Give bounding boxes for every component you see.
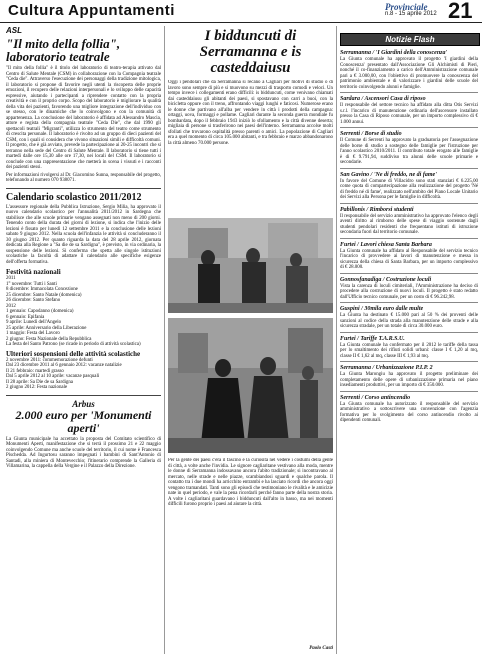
- middle-column: [168, 28, 333, 654]
- news-item-body: La Giunta comunale ha approvato il progetto 'I giardini della Conoscenza' presentato dall'Associazione Gli Alchimisti di Pieri, nonché il co-finanziamento a carico dell'Amministrazione comunale pari a € 3.000,00, con l'obiettivo di promuovere la conoscenza del patrimonio ambientale e di valorizzare i giardini delle scuole del territorio coinvolgendo alunni e famiglie.: [340, 57, 478, 90]
- sospensioni-title: Ulteriori sospensioni delle attività scolastiche: [6, 349, 141, 358]
- news-item-body: La Giunta Marongiu ha approvato il progetto preliminare dei completamento delle opere di urbanizzazione primaria nel piano insediamenti produttivi, per un importo di € 350.000.: [340, 372, 478, 388]
- issue-date: n.8 - 15 aprile 2012: [385, 11, 437, 17]
- article-body-arbus: La Giunta municipale ha accettato la proposta del Comitato scientifico di Monumenti Aperti, manifestazione che si terrà il prossimo 21 e 22 maggio coinvolgendo Comune ma anche scuole del territorio, il cui nome è Francesca Pischedda. Ad Ingurtosu saranno impegnati i bambini di Sant'Antonio di Santadi, alla miniera di Montevecchio; l'itinerario comprende la Galleria di Villamarina, la cappella della Vergine e il Palazzo della Direzione.: [6, 436, 161, 469]
- news-item-body: Vista la carenza di loculi cimiteriali, l'Amministrazione ha deciso di procedere alla costruzione di nuovi loculi. Il progetto è stato redatto dall'Ufficio tecnico comunale, per un costo di € 96.242,98.: [340, 283, 478, 300]
- news-item: [340, 127, 478, 166]
- article-signature: Paolo Casti: [309, 646, 333, 651]
- photo-caption: Per la gente dei paesi c'era il fascino e la curiosità nel vedere i costumi della gente di città, a volte anche l'invidia. Le signore cagliaritane vestivano alla moda, mentre le donne di Serramanna indossavano ancora l'abito tradizionale; si incontravano al mercato, nelle strade e nelle piazze, scambiandosi sguardi e qualche parola. Il contatto tra i due mondi ha arricchito entrambi e ha lasciato ricordi che ancora oggi vengono tramandati. Tanti sono gli episodi che testimoniano le rivalità e le amicizie nate in quel periodo, e vale la pena ricordarli perché fanno parte della nostra storia. A volte i cagliaritani guardavano i bidduncuti dall'alto in basso, ma nei momenti difficili furono proprio i paesi ad aiutare la città.: [168, 458, 333, 507]
- news-item: [340, 361, 478, 389]
- asl-label: ASL: [6, 26, 22, 35]
- news-item-body: La Giunta comunale ha autorizzato il responsabile del servizio amministrativo a sottoscrivere una convenzione con l'agenzia formativa per lo svolgimento del corso antincendio rivolto ai dipendenti comunali.: [340, 401, 478, 423]
- news-item-title: Pabillonis / Rimborsi studenti: [340, 203, 478, 214]
- news-item: [340, 273, 478, 301]
- left-column: [6, 26, 161, 654]
- festivita-list: 2011 1° novembre: Tutti i Santi 8 dicembre: Immacolata Concezione 25 dicembre: Santo Natale (domenica) 26 dicembre: Santo Stefano 2012 1 gennaio: Capodanno (domenica) 6 gennaio: Epifania 9 aprile: Lunedì dell'Angelo 25 aprile: Anniversario della Liberazione 1 maggio: Festa del Lavoro 2 giugno: Festa Nazionale della Repubblica La festa del Santo Patrono (se ricade in periodo di attività scolastica): [6, 276, 141, 347]
- news-item-title: Guspini / 30mila euro dalle multe: [340, 302, 478, 313]
- article-title-calendario: Calendario scolastico 2011/2012: [6, 191, 142, 203]
- page-number: 21: [448, 0, 473, 23]
- divider: [6, 395, 161, 396]
- article-contact-follia: Per informazioni rivolgersi al Dr. Giacomino Sunna, responsabile del progetto, telefonando al numero 070 938071.: [6, 172, 161, 183]
- article-title-bidduncuti: I bidduncuti di Serramanna e is casteddaiusu: [199, 28, 302, 76]
- news-item-title: Furtei / Lavori chiesa Santa Barbara: [340, 238, 478, 249]
- news-item-title: Gonnosfanadiga / Costruzione loculi: [340, 273, 478, 284]
- historic-photo-top: [168, 218, 333, 313]
- news-item-body: In favore del Comune di Villacidro sono stati stanziati € 6.225,00 come quota di compartecipazione alla realizzazione del progetto 'Né di freddo né di fame', realizzato nell'ambito del Piano Locale Unitario dei Servizi alla Persona per le famiglie in difficoltà.: [340, 178, 478, 200]
- news-item-body: Il responsabile del settore tecnico ha affidato alla ditta Otis Servizi s.r.l. l'incarico di manutenzione ordinaria dell'ascensore installato presso la Casa di Riposo comunale, per un importo complessivo di € 1.000 annui.: [340, 103, 478, 125]
- news-item-body: La Giunta ha destinato € 15.000 pari al 50 % dei proventi delle sanzioni al codice della strada alla manutenzione delle strade e alla sicurezza stradale, per un totale di circa 30.000 euro.: [340, 313, 478, 329]
- news-item: [340, 92, 478, 125]
- article-body-calendario: L'assessore regionale della Pubblica Istruzione, Sergio Milia, ha approvato il nuovo calendario scolastico per l'annualità 2011/2012 in Sardegna che stabilisce che alle scuole primarie vengano assegnati non meno di 200 giorni. Tenendo conto della durata dei giorni di lezione, si indica che l'inizio delle lezioni è fissato per lunedì 12 settembre 2011 e la conclusione delle lezioni sabato 9 giugno 2012. Nella scuola dell'infanzia le attività si concluderanno il 30 giugno 2012. Per quanto riguarda la data del 28 aprile 2012, giornata dedicata alla Regione a "Sa die de sa Sardigna", è previsto, in via ordinaria, la sospensione delle lezioni. Si conferma che spetta alle singole istituzioni scolastiche la facoltà di adattare il calendario alle specifiche esigenze dell'offerta formativa.: [6, 204, 161, 265]
- publication-logo: Provinciale: [385, 2, 428, 12]
- news-item-title: Serrenti / Borse di studio: [340, 127, 478, 138]
- historic-photo-bottom: [168, 318, 333, 453]
- column-rule: [336, 26, 337, 654]
- arbus-place: Arbus: [72, 398, 95, 409]
- news-item-title: San Gavino / 'Ne di freddo, ne di fame': [340, 168, 478, 179]
- news-item-title: Sardara / Ascensori Casa di riposo: [340, 92, 478, 103]
- news-item: [340, 238, 478, 271]
- sospensioni-list: 2 novembre 2011: commemorazione defunti Dal 23 dicembre 2011 al 6 gennaio 2012: vacanze natalizie Il 21 febbraio: martedì grasso Dal 5 aprile 2012 al 10 aprile: vacanze pasquali Il 28 aprile: Sa Die de sa Sardigna 2 giugno 2012: Festa nazionale: [6, 357, 122, 390]
- festivita-title: Festività nazionali: [6, 268, 61, 276]
- news-item-title: Serrenti / Corso antincendio: [340, 391, 478, 402]
- page-header: [0, 0, 482, 23]
- notizie-flash-banner: Notizie Flash: [340, 33, 480, 46]
- article-title-follia: "Il mito della follia", laboratorio teatrale: [6, 36, 121, 64]
- news-item-body: Il responsabile del servizio amministrativo ha approvato l'elenco degli aventi diritto al rimborso delle spese di viaggio sostenute dagli studenti pendolari residenti che frequentano istituti di istruzione secondaria fuori dal territorio comunale.: [340, 213, 478, 235]
- section-title: Cultura Appuntamenti: [8, 2, 175, 19]
- news-item-body: Il Comune di Serrenti ha approvato la graduatoria per l'assegnazione delle borse di studio a sostegno delle famiglie per l'istruzione per l'anno scolastico 2010/2011. Il contributo totale erogato alle famiglie è di € 9.791,94, suddiviso tra alunni delle scuole primarie e secondarie.: [340, 138, 478, 165]
- column-rule: [164, 26, 165, 654]
- news-item: [340, 391, 478, 424]
- article-title-arbus: 2.000 euro per 'Monumenti aperti': [15, 407, 152, 435]
- news-item: [340, 302, 478, 330]
- news-item-title: Serramanna / Urbanizzazione P.I.P. 2: [340, 361, 478, 372]
- right-column: [340, 47, 478, 654]
- divider: [6, 188, 161, 189]
- news-item-body: La Giunta comunale ha affidato al Responsabile del servizio tecnico l'incarico di provvedere ai lavori di manutenzione e messa in sicurezza della chiesa di Santa Barbara, per un importo complessivo di € 28.000.: [340, 248, 478, 270]
- news-item: [340, 203, 478, 236]
- news-item: [340, 47, 478, 90]
- article-body-follia: "Il mito della follia" è il titolo del laboratorio di teatro-terapia attivato dal Centro di Salute Mentale (CSM) in collaborazione con la Compagnia teatrale "Ceda die". Attraverso l'esecuzione dei personaggi della tradizione mitologica, il laboratorio si propone di favorire negli utenti la riscoperta delle proprie emozioni, il recupero delle relazioni interpersonali e lo sviluppo delle capacità espressive, aiutando i partecipanti a riprendere contatto con la propria creatività e con il proprio corpo. Scopo del laboratorio è migliorare la qualità della vita dei pazienti, favorendo una migliore integrazione dell'individuo con se stesso, con le dinamiche che lo coinvolgono e con la comunità di appartenenza. La conclusione del laboratorio è affidata ad Alessandro Mascia, attore e regista della compagnia teatrale "Ceda Die", che dal 1990 gli spettacoli teatrali "Migranti", utilizza lo strumento del teatro come strumento di crescita personale. Il laboratorio è rivolto ad un gruppo di dieci pazienti del CSM, con i quali si considera che vivono situazioni simili e difficoltà comuni. Il progetto, che è già avviato, prevede la partecipazione ai 20-25 incontri che si terranno nella sede del Centro di Salute Mentale. Il laboratorio si tiene tutti i martedì dalle ore 15,30 alle ore 17,30, nei locali del CSM. Il laboratorio si conclude con una rappresentazione che metterà in scena i vissuti e i racconti dei pazienti stessi.: [6, 66, 161, 170]
- news-item: [340, 168, 478, 201]
- news-item-title: Furtei / Tariffe T.A.R.S.U.: [340, 332, 478, 343]
- article-body-bidduncuti: Oggi i pendolari che da Serramanna si recano a Cagliari per motivi di studio o di lavoro sono sempre di più e si muovono su mezzi di trasporto comodi e veloci. Un tempo invece i collegamenti erano difficili: is bidduncuti, come venivano chiamati dai casteddaiusu gli abitanti dei paesi, si spostavano con carri a buoi, con la bicicletta oppure con il treno, affrontando viaggi lunghi e faticosi. Numerose erano le donne che partivano all'alba per vendere in città i prodotti della campagna: ortaggi, uova, formaggi e pollame. Cagliari durante la seconda guerra mondiale fu bombardata, dopo il febbraio 1943 iniziò lo sfollamento e la città divenne deserta; migliaia di persone si trasferirono nei paesi dell'interno. Serramanna accolse molti sfollati che trovarono ospitalità presso parenti o amici. La popolazione di Cagliari era a quel momento di circa 105.000 abitanti, e tra febbraio e marzo abbandonarono la città almeno 70.000 persone.: [168, 80, 333, 146]
- news-item-body: La Giunta comunale ha confermato per il 2012 le tariffe della tassa per lo smaltimento dei rifiuti solidi urbani: classe I € 1,20 al mq, classe II € 1,62 al mq, classe III € 1,93 al mq.: [340, 342, 478, 359]
- news-item-title: Serramanna / 'I Giardini della conoscenza': [340, 50, 448, 56]
- news-item: [340, 332, 478, 360]
